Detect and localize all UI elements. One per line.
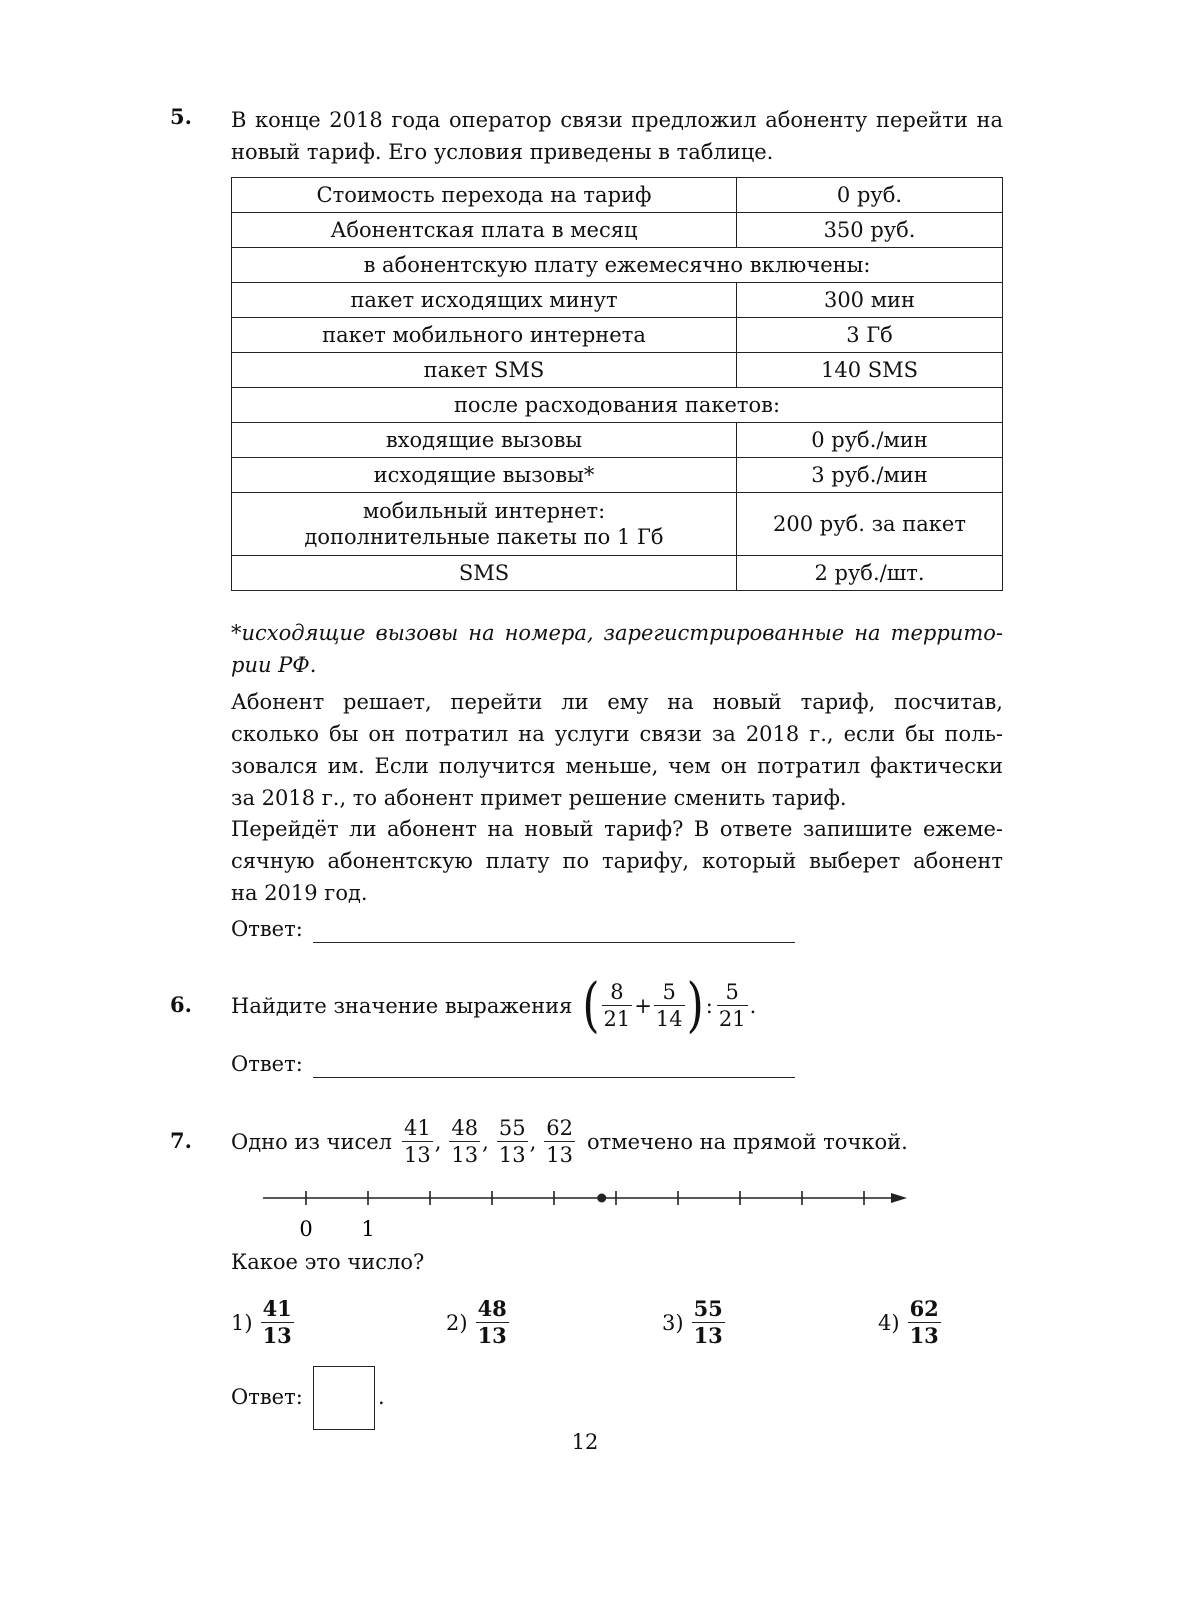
option-label: 2) <box>446 1310 468 1335</box>
table-row <box>232 178 1003 213</box>
table-cell-value: 0 руб./мин <box>737 423 1003 458</box>
paragraph-line: зовался им. Если получится меньше, чем он потратил фактически <box>231 754 1003 778</box>
answer-period: . <box>378 1385 385 1409</box>
table-row <box>232 283 1003 318</box>
question-5-paragraph-2 <box>231 813 1003 909</box>
table-section-header: после расходования пакетов: <box>232 388 1003 423</box>
table-row <box>232 353 1003 388</box>
table-cell-value: 2 руб./шт. <box>737 556 1003 591</box>
period: . <box>749 993 757 1018</box>
footnote <box>231 617 1003 681</box>
fraction <box>476 1296 509 1349</box>
question-6-answer-label: Ответ: <box>231 1052 303 1076</box>
left-paren: ( <box>582 970 600 1040</box>
option-label: 1) <box>231 1310 253 1335</box>
option-4[interactable] <box>878 1296 943 1349</box>
table-section-header: в абонентскую плату ежемесячно включены: <box>232 248 1003 283</box>
fraction <box>602 979 633 1032</box>
table-row <box>232 213 1003 248</box>
option-1[interactable] <box>231 1296 296 1349</box>
numerator: 5 <box>654 979 685 1006</box>
table-cell-value: 3 руб./мин <box>737 458 1003 493</box>
tariff-table <box>231 177 1003 591</box>
comma: , <box>434 1129 442 1154</box>
paragraph-line: Перейдёт ли абонент на новый тариф? В ответе запишите ежеме- <box>231 817 1003 841</box>
question-7-text-before: Одно из чисел <box>231 1129 392 1154</box>
question-7-number: 7. <box>170 1128 192 1153</box>
number-line-point <box>597 1194 606 1203</box>
table-row <box>232 318 1003 353</box>
footnote-line: *исходящие вызовы на номера, зарегистрированные на террито- <box>231 621 1003 645</box>
table-cell-label: пакет мобильного интернета <box>232 318 737 353</box>
table-cell-label-line: дополнительные пакеты по 1 Гб <box>304 525 664 549</box>
answer-box[interactable] <box>313 1366 375 1430</box>
table-cell-value: 140 SMS <box>737 353 1003 388</box>
table-cell-label: SMS <box>232 556 737 591</box>
fraction <box>402 1115 433 1168</box>
table-cell-label: Стоимость перехода на тариф <box>232 178 737 213</box>
question-6-answer-field[interactable] <box>313 1077 795 1078</box>
denominator: 13 <box>693 1323 723 1348</box>
numerator: 55 <box>498 1116 526 1140</box>
denominator: 13 <box>477 1323 507 1348</box>
footnote-line: рии РФ. <box>231 653 317 677</box>
paragraph-line: сколько бы он потратил на услуги связи за 2018 г., если бы поль- <box>231 722 1003 746</box>
question-7-answer-label: Ответ: <box>231 1385 303 1409</box>
table-cell-label-line: мобильный интернет: <box>362 499 606 523</box>
paragraph-line: за 2018 г., то абонент примет решение сменить тариф. <box>231 786 847 810</box>
table-row <box>232 493 1003 556</box>
table-row <box>232 423 1003 458</box>
table-cell-label: пакет SMS <box>232 353 737 388</box>
fraction <box>717 979 748 1032</box>
fraction <box>544 1115 575 1168</box>
denominator: 13 <box>909 1323 939 1348</box>
denominator: 14 <box>655 1007 683 1031</box>
intro-line: новый тариф. Его условия приведены в таблице. <box>231 140 774 164</box>
numerator: 55 <box>693 1296 723 1321</box>
tick-label-0: 0 <box>299 1217 313 1241</box>
question-5-number: 5. <box>170 104 192 129</box>
numerator: 41 <box>404 1116 431 1140</box>
numerator: 8 <box>602 979 633 1006</box>
denominator: 21 <box>603 1007 631 1031</box>
table-row <box>232 556 1003 591</box>
table-cell-value: 3 Гб <box>737 318 1003 353</box>
numerator: 48 <box>451 1116 479 1140</box>
question-5-answer-field[interactable] <box>313 942 795 943</box>
denominator: 13 <box>404 1143 431 1167</box>
question-5-paragraph-1 <box>231 686 1003 814</box>
question-6-expression <box>231 970 757 1040</box>
option-2[interactable] <box>446 1296 511 1349</box>
numerator: 62 <box>546 1116 573 1140</box>
comma: , <box>529 1129 537 1154</box>
plus-sign: + <box>634 993 652 1018</box>
table-row <box>232 388 1003 423</box>
numerator: 62 <box>909 1296 939 1321</box>
table-cell-label: пакет исходящих минут <box>232 283 737 318</box>
numerator: 5 <box>717 979 748 1006</box>
option-label: 4) <box>878 1310 900 1335</box>
question-6-text: Найдите значение выражения <box>231 993 573 1018</box>
denominator: 21 <box>718 1007 746 1031</box>
page-number: 12 <box>571 1430 599 1454</box>
question-7-question: Какое это число? <box>231 1250 425 1274</box>
paragraph-line: Абонент решает, перейти ли ему на новый тариф, посчитав, <box>231 690 1003 714</box>
table-cell-label: исходящие вызовы* <box>232 458 737 493</box>
question-5-answer-label: Ответ: <box>231 917 303 941</box>
table-cell-value: 200 руб. за пакет <box>737 493 1003 556</box>
table-cell-label: входящие вызовы <box>232 423 737 458</box>
numerator: 48 <box>477 1296 507 1321</box>
question-7-text-after: отмечено на прямой точкой. <box>587 1129 908 1154</box>
number-line <box>255 1180 915 1250</box>
comma: , <box>482 1129 489 1154</box>
table-cell-label: Абонентская плата в месяц <box>232 213 737 248</box>
question-5-intro <box>231 104 1003 168</box>
paragraph-line: на 2019 год. <box>231 881 368 905</box>
fraction <box>497 1115 528 1168</box>
table-cell-value: 0 руб. <box>737 178 1003 213</box>
option-label: 3) <box>662 1310 684 1335</box>
fraction <box>654 979 685 1032</box>
right-paren: ) <box>686 970 704 1040</box>
denominator: 13 <box>451 1143 479 1167</box>
table-cell-label <box>232 493 737 556</box>
denominator: 13 <box>498 1143 526 1167</box>
denominator: 13 <box>546 1143 573 1167</box>
arrow-icon <box>891 1193 907 1203</box>
fraction <box>692 1296 725 1349</box>
intro-line: В конце 2018 года оператор связи предложил абоненту перейти на <box>231 108 1003 132</box>
fraction <box>261 1296 294 1349</box>
table-row <box>232 248 1003 283</box>
tick-label-1: 1 <box>361 1217 375 1241</box>
colon-sign: : <box>705 993 713 1018</box>
table-row <box>232 458 1003 493</box>
denominator: 13 <box>262 1323 292 1348</box>
question-6-number: 6. <box>170 992 192 1017</box>
option-3[interactable] <box>662 1296 727 1349</box>
paragraph-line: сячную абонентскую плату по тарифу, который выберет абонент <box>231 849 1003 873</box>
table-cell-value: 300 мин <box>737 283 1003 318</box>
table-cell-value: 350 руб. <box>737 213 1003 248</box>
numerator: 41 <box>262 1296 292 1321</box>
question-7-statement <box>231 1115 908 1168</box>
fraction <box>908 1296 941 1349</box>
fraction <box>449 1115 480 1168</box>
